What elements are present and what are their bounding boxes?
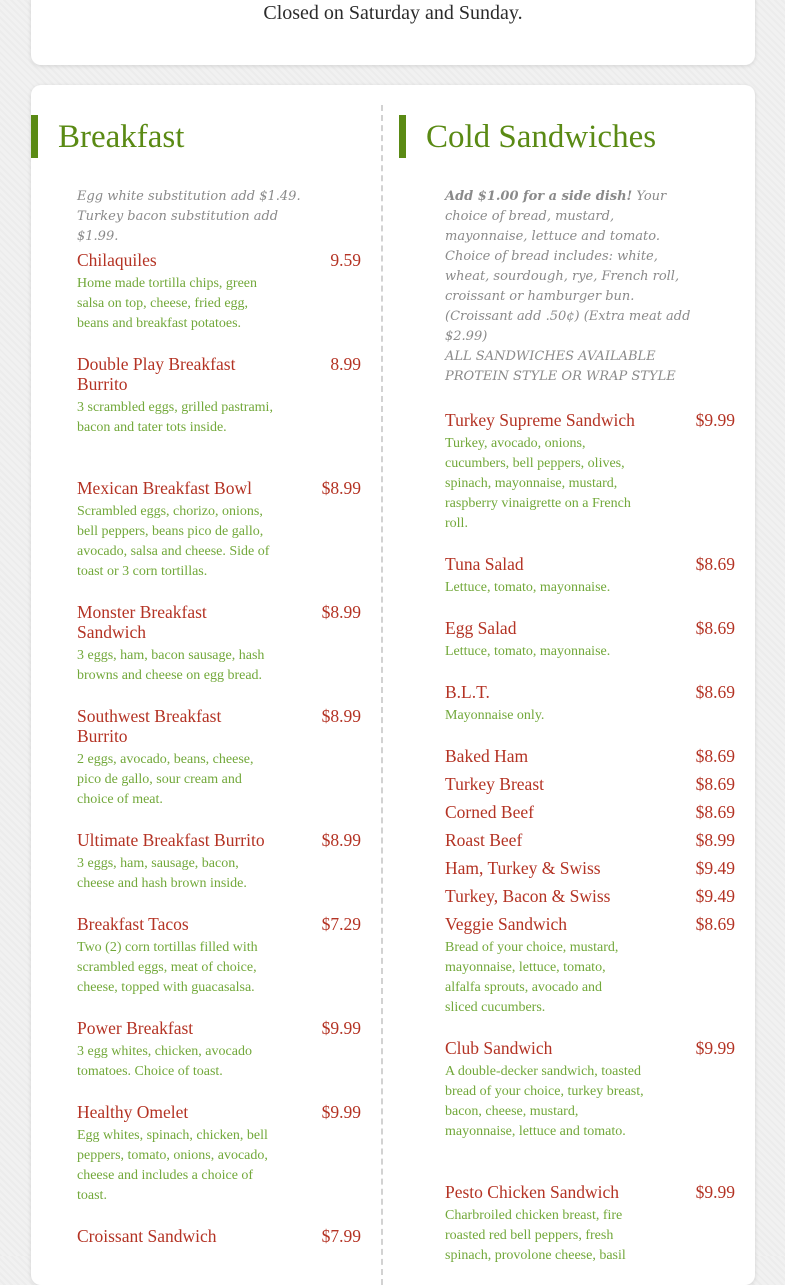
item-name: Turkey, Bacon & Swiss [445,886,611,906]
item-description: Charbroiled chicken breast, fire roasted red bell peppers, fresh spinach, provolone cheese, basil [445,1208,626,1263]
item-name: Tuna Salad [445,554,524,574]
breakfast-accent-bar [31,115,38,158]
item-price: $9.99 [695,410,735,430]
item-name: B.L.T. [445,682,490,702]
hours-card [31,0,755,65]
item-description: Turkey, avocado, onions, cucumbers, bell peppers, olives, spinach, mayonnaise, mustard, raspberry vinaigrette on a French roll. [445,436,631,531]
item-name: Monster Breakfast Sandwich [77,602,207,642]
item-name: Turkey Supreme Sandwich [445,410,635,430]
item-name: Healthy Omelet [77,1102,189,1122]
breakfast-title: Breakfast [58,119,185,155]
item-price: $8.99 [321,602,361,622]
item-price: $9.99 [321,1102,361,1122]
item-description: Bread of your choice, mustard, mayonnaise, lettuce, tomato, alfalfa sprouts, avocado and sliced cucumbers. [445,940,619,1015]
item-price: 9.59 [330,250,361,270]
protein-style-note: ALL SANDWICHES AVAILABLE PROTEIN STYLE OR WRAP STYLE [445,349,676,384]
item-price: $8.69 [695,746,735,766]
item-name: Southwest Breakfast Burrito [77,706,222,746]
item-description: 2 eggs, avocado, beans, cheese, pico de gallo, sour cream and choice of meat. [77,752,254,807]
item-price: $8.99 [321,830,361,850]
item-name: Veggie Sandwich [445,914,567,934]
item-price: 8.99 [330,354,361,374]
item-price: $7.99 [321,1226,361,1246]
item-description: Scrambled eggs, chorizo, onions, bell peppers, beans pico de gallo, avocado, salsa and cheese. Side of toast or 3 corn tortillas. [77,504,270,579]
item-name: Egg Salad [445,618,517,638]
item-description: 3 eggs, ham, sausage, bacon, cheese and hash brown inside. [77,856,247,891]
menu-card [31,85,755,1285]
breakfast-note: Egg white substitution add $1.49. Turkey bacon substitution add $1.99. [77,189,301,244]
bread-choice-note: Your choice of bread, mustard, mayonnaise, lettuce and tomato. [445,189,667,244]
item-name: Ham, Turkey & Swiss [445,858,601,878]
cold-sandwiches-accent-bar [399,115,406,158]
cold-sandwiches-note [445,187,697,347]
item-description: Home made tortilla chips, green salsa on top, cheese, fried egg, beans and breakfast potatoes. [77,276,257,331]
item-description: 3 scrambled eggs, grilled pastrami, bacon and tater tots inside. [77,400,273,435]
item-description: Two (2) corn tortillas filled with scrambled eggs, meat of choice, cheese, topped with guacasalsa. [77,940,258,995]
item-name: Club Sandwich [445,1038,553,1058]
item-name: Power Breakfast [77,1018,194,1038]
item-price: $9.49 [695,858,735,878]
item-name: Roast Beef [445,830,523,850]
item-description: Lettuce, tomato, mayonnaise. [445,644,611,659]
item-price: $7.29 [321,914,361,934]
cold-sandwiches-title: Cold Sandwiches [426,119,657,155]
item-price: $8.69 [695,774,735,794]
item-price: $8.99 [321,706,361,726]
bread-types-note: Choice of bread includes: white, wheat, sourdough, rye, French roll, croissant or hamburger bun. (Croissant add .50¢) (Extra meat add $2.99) [445,249,691,344]
item-description: Lettuce, tomato, mayonnaise. [445,580,611,595]
side-dish-note: Add $1.00 for a side dish! [445,189,633,204]
item-price: $9.49 [695,886,735,906]
item-name: Breakfast Tacos [77,914,189,934]
item-price: $8.69 [695,914,735,934]
closed-days-note: Closed on Saturday and Sunday. [263,2,523,24]
item-description: Egg whites, spinach, chicken, bell peppers, tomato, onions, avocado, cheese and includes a choice of toast. [77,1128,268,1203]
item-price: $8.69 [695,618,735,638]
item-name: Pesto Chicken Sandwich [445,1182,620,1202]
item-name: Turkey Breast [445,774,545,794]
item-price: $9.99 [321,1018,361,1038]
column-divider [381,105,383,1285]
item-name: Croissant Sandwich [77,1226,217,1246]
item-description: 3 egg whites, chicken, avocado tomatoes. Choice of toast. [77,1044,252,1079]
item-price: $8.69 [695,802,735,822]
item-description: A double-decker sandwich, toasted bread of your choice, turkey breast, bacon, cheese, mustard, mayonnaise, lettuce and tomato. [445,1064,644,1139]
item-description: 3 eggs, ham, bacon sausage, hash browns and cheese on egg bread. [77,648,265,683]
item-price: $8.69 [695,554,735,574]
item-price: $8.99 [321,478,361,498]
item-name: Chilaquiles [77,250,157,270]
item-name: Corned Beef [445,802,534,822]
item-price: $9.99 [695,1182,735,1202]
item-name: Baked Ham [445,746,529,766]
item-price: $9.99 [695,1038,735,1058]
item-price: $8.69 [695,682,735,702]
item-price: $8.99 [695,830,735,850]
item-name: Mexican Breakfast Bowl [77,478,252,498]
item-description: Mayonnaise only. [445,708,545,723]
item-name: Ultimate Breakfast Burrito [77,830,265,850]
item-name: Double Play Breakfast Burrito [77,354,236,394]
